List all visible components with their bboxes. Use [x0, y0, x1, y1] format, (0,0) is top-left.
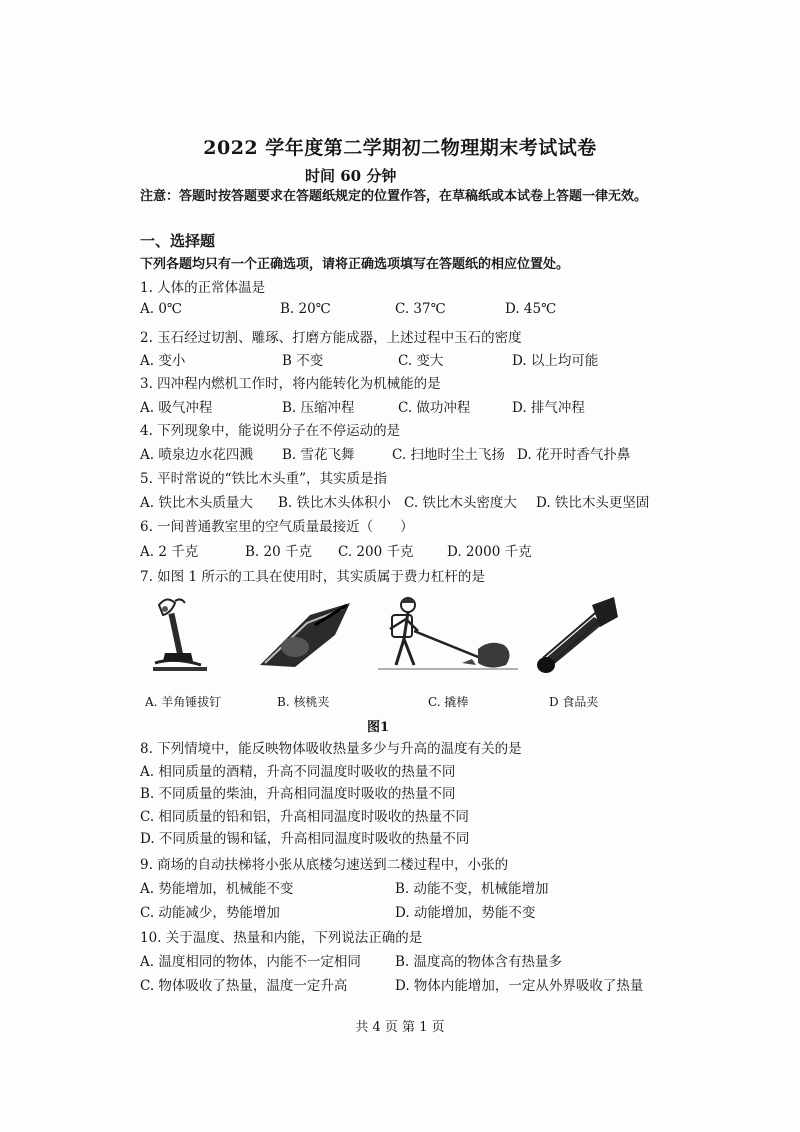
question-4-option-d: D. 花开时香气扑鼻 [517, 447, 631, 463]
question-2-option-c: C. 变大 [398, 353, 444, 369]
question-1-option-d: D. 45℃ [505, 301, 557, 317]
section-title: 一、选择题 [140, 232, 216, 250]
question-5-option-c: C. 铁比木头密度大 [404, 495, 517, 511]
section-instruction: 下列各题均只有一个正确选项，请将正确选项填写在答题纸的相应位置处。 [140, 257, 570, 272]
question-6-option-d: D. 2000 千克 [447, 544, 532, 560]
question-9-stem: 9. 商场的自动扶梯将小张从底楼匀速送到二楼过程中，小张的 [140, 857, 509, 873]
question-6-stem: 6. 一间普通教室里的空气质量最接近（ ） [140, 519, 414, 535]
question-4-option-a: A. 喷泉边水花四溅 [140, 447, 253, 463]
figure-caption-c: C. 撬棒 [428, 695, 469, 709]
question-6-option-a: A. 2 千克 [140, 544, 199, 560]
question-1-option-b: B. 20℃ [280, 301, 331, 317]
exam-notice: 注意：答题时按答题要求在答题纸规定的位置作答，在草稿纸或本试卷上答题一律无效。 [140, 189, 648, 204]
figure-caption-d: D 食品夹 [549, 695, 599, 709]
question-4-option-b: B. 雪花飞舞 [282, 447, 355, 463]
question-8-option-d: D. 不同质量的锡和锰，升高相同温度时吸收的热量不同 [140, 831, 470, 847]
figure-caption-a: A. 羊角锤拔钉 [145, 695, 222, 709]
question-6-option-b: B. 20 千克 [245, 544, 312, 560]
question-10-option-a: A. 温度相同的物体，内能不一定相同 [140, 954, 361, 970]
question-10-stem: 10. 关于温度、热量和内能，下列说法正确的是 [140, 930, 423, 946]
food-tongs-icon [530, 595, 620, 677]
question-8-option-b: B. 不同质量的柴油，升高相同温度时吸收的热量不同 [140, 786, 456, 802]
question-4-option-c: C. 扫地时尘土飞扬 [392, 447, 505, 463]
question-1-option-c: C. 37℃ [395, 301, 446, 317]
exam-duration: 时间 60 分钟 [305, 167, 397, 185]
question-8-stem: 8. 下列情境中，能反映物体吸收热量多少与升高的温度有关的是 [140, 741, 522, 757]
question-10-option-c: C. 物体吸收了热量，温度一定升高 [140, 978, 348, 994]
page-footer: 共 4 页 第 1 页 [355, 1020, 445, 1035]
question-10-option-b: B. 温度高的物体含有热量多 [395, 954, 563, 970]
question-3-option-b: B. 压缩冲程 [282, 400, 355, 416]
figure-caption-b: B. 核桃夹 [277, 695, 330, 709]
question-6-option-c: C. 200 千克 [338, 544, 414, 560]
question-5-stem: 5. 平时常说的“铁比木头重”，其实质是指 [140, 471, 387, 487]
nutcracker-icon [255, 595, 355, 677]
question-2-option-d: D. 以上均可能 [512, 353, 599, 369]
question-5-option-b: B. 铁比木头体积小 [278, 495, 392, 511]
question-1-stem: 1. 人体的正常体温是 [140, 280, 266, 296]
question-9-option-d: D. 动能增加，势能不变 [395, 905, 536, 921]
question-8-option-a: A. 相同质量的酒精，升高不同温度时吸收的热量不同 [140, 764, 456, 780]
question-2-option-b: B 不变 [282, 353, 324, 369]
question-1-option-a: A. 0℃ [140, 301, 183, 317]
question-9-option-c: C. 动能减少，势能增加 [140, 905, 280, 921]
figure-label: 图1 [367, 720, 390, 735]
question-3-option-a: A. 吸气冲程 [140, 400, 213, 416]
question-9-option-a: A. 势能增加，机械能不变 [140, 881, 294, 897]
question-10-option-d: D. 物体内能增加，一定从外界吸收了热量 [395, 978, 644, 994]
question-3-option-c: C. 做功冲程 [398, 400, 471, 416]
question-2-option-a: A. 变小 [140, 353, 186, 369]
crowbar-icon [378, 595, 518, 677]
page-title: 2022 学年度第二学期初二物理期末考试试卷 [203, 137, 597, 159]
question-4-stem: 4. 下列现象中，能说明分子在不停运动的是 [140, 423, 401, 439]
question-9-option-b: B. 动能不变，机械能增加 [395, 881, 549, 897]
question-7-stem: 7. 如图 1 所示的工具在使用时，其实质属于费力杠杆的是 [140, 569, 485, 585]
question-3-option-d: D. 排气冲程 [512, 400, 585, 416]
question-2-stem: 2. 玉石经过切割、雕琢、打磨方能成器，上述过程中玉石的密度 [140, 330, 522, 346]
question-3-stem: 3. 四冲程内燃机工作时，将内能转化为机械能的是 [140, 376, 441, 392]
question-8-option-c: C. 相同质量的铅和铝，升高相同温度时吸收的热量不同 [140, 809, 469, 825]
question-5-option-a: A. 铁比木头质量大 [140, 495, 253, 511]
question-5-option-d: D. 铁比木头更坚固 [536, 495, 650, 511]
claw-hammer-icon [145, 595, 215, 677]
